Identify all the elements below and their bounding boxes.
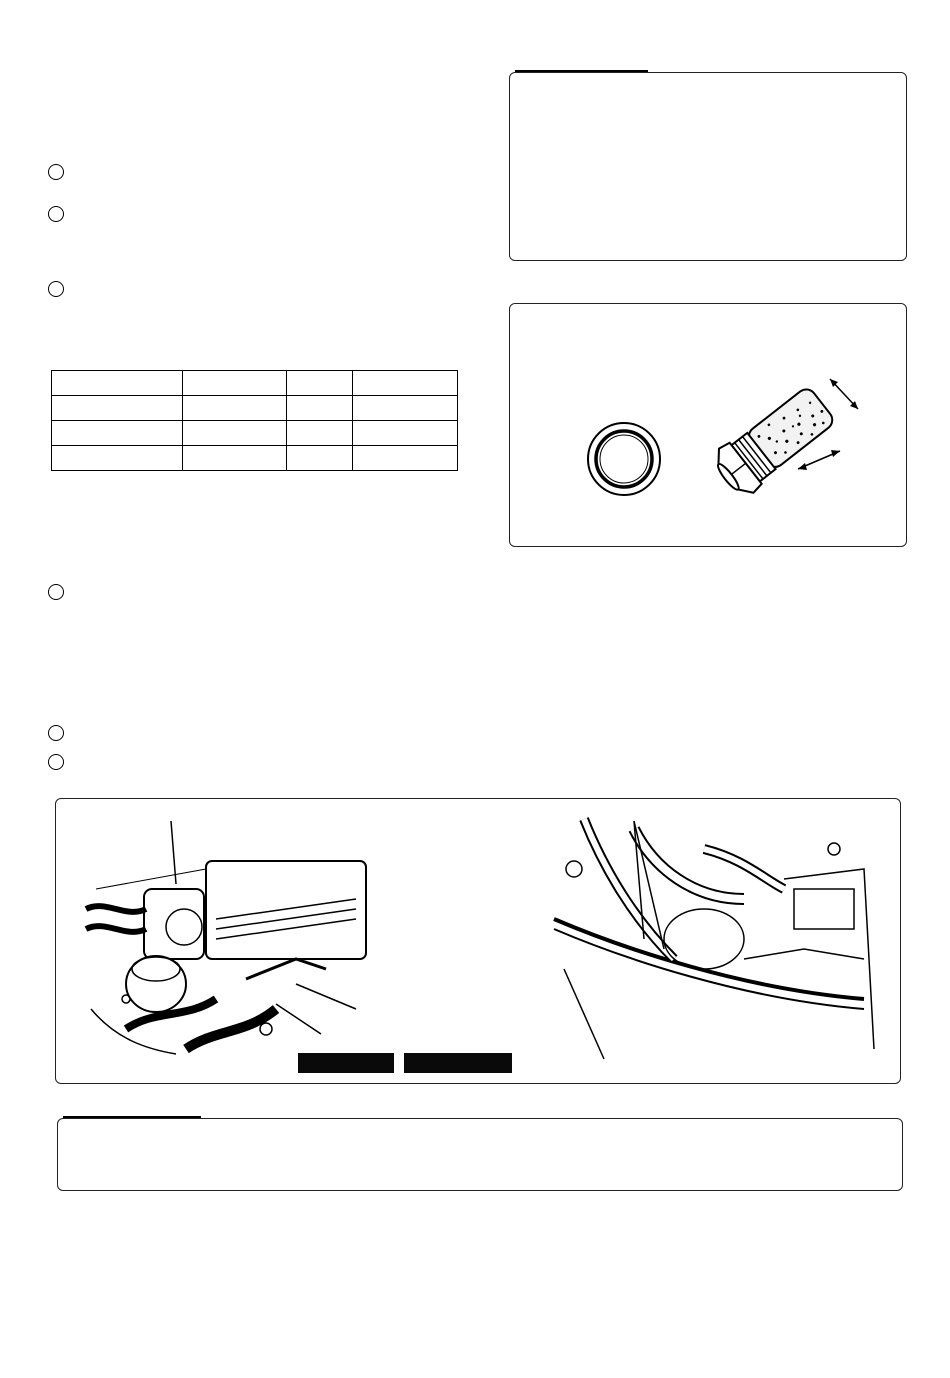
table-cell <box>52 396 183 421</box>
table-cell <box>287 421 353 446</box>
table-row <box>52 396 458 421</box>
step-marker-5 <box>48 725 64 741</box>
table-cell <box>287 446 353 471</box>
table-row <box>52 446 458 471</box>
table-cell <box>183 446 287 471</box>
table-cell <box>353 371 458 396</box>
table-cell <box>52 371 183 396</box>
sealing-washer-icon <box>585 419 665 499</box>
step-marker-6 <box>48 754 64 770</box>
engine-illustration-panel <box>55 798 901 1084</box>
step-marker-3 <box>48 281 64 297</box>
step-marker-4 <box>48 584 64 600</box>
engine-left-view-icon <box>66 809 386 1069</box>
table-cell <box>287 396 353 421</box>
table-cell <box>353 446 458 471</box>
table-row <box>52 421 458 446</box>
table-row <box>52 371 458 396</box>
spec-table <box>51 370 458 471</box>
note-box-bottom-tab <box>63 1116 201 1118</box>
engine-right-view-icon <box>544 809 884 1069</box>
table-cell <box>52 446 183 471</box>
table-cell <box>287 371 353 396</box>
note-box-top <box>509 72 907 261</box>
table-cell <box>353 396 458 421</box>
note-box-top-tab <box>515 70 648 72</box>
note-box-bottom <box>57 1118 903 1191</box>
step-marker-2 <box>48 206 64 222</box>
table-cell <box>183 371 287 396</box>
table-cell <box>52 421 183 446</box>
photo-label-left <box>298 1053 394 1073</box>
photo-label-right <box>404 1053 512 1073</box>
parts-illustration-box <box>509 303 907 547</box>
step-marker-1 <box>48 164 64 180</box>
table-cell <box>183 421 287 446</box>
strainer-filter-icon <box>710 369 870 499</box>
table-cell <box>183 396 287 421</box>
table-cell <box>353 421 458 446</box>
